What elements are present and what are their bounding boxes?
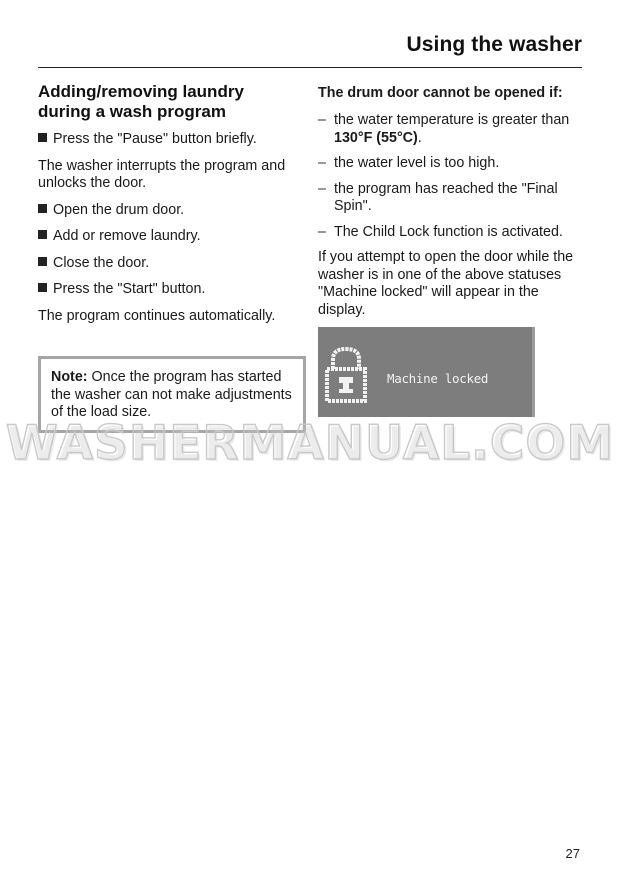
page-title: Using the washer	[406, 33, 582, 56]
condition-item	[318, 181, 582, 216]
door-heading: The drum door cannot be opened if:	[318, 85, 563, 101]
note-text: Once the program has started the washer can not make adjustments of the load size.	[51, 369, 292, 420]
step-text: Add or remove laundry.	[53, 228, 201, 244]
condition-text: the water level is too high.	[334, 155, 500, 171]
condition-text	[334, 112, 582, 147]
step-text: Press the "Start" button.	[53, 281, 206, 297]
left-column	[38, 82, 300, 334]
step-pause	[38, 131, 300, 148]
condition-text-part: the water temperature is greater than	[334, 112, 570, 128]
section-title-line-1: Adding/removing laundry	[38, 82, 244, 101]
dash-icon: –	[318, 180, 326, 197]
condition-item	[318, 112, 582, 147]
paragraph-continues: The program continues automatically.	[38, 307, 276, 324]
section-title	[38, 82, 300, 122]
bullet-square-icon	[38, 230, 47, 239]
temperature-value: 130°F (55°C)	[334, 129, 418, 146]
bullet-square-icon	[38, 257, 47, 266]
condition-text-end: .	[417, 129, 422, 146]
padlock-icon	[324, 345, 368, 405]
bullet-square-icon	[38, 133, 47, 142]
display-edge	[532, 327, 535, 417]
step-close-door	[38, 255, 300, 272]
dash-icon: –	[318, 112, 326, 128]
step-open-door	[38, 202, 300, 219]
condition-item	[318, 155, 582, 173]
step-press-start	[38, 281, 300, 298]
step-text: Close the door.	[53, 254, 150, 271]
step-text: Press the "Pause" button briefly.	[53, 131, 257, 147]
page-number: 27	[565, 846, 580, 861]
display-message: Machine locked	[387, 371, 489, 386]
display-paragraph: If you attempt to open the door while the washer is in one of the above statuses "Machine locked" will appear in the display.	[318, 249, 574, 318]
dash-icon: –	[318, 223, 326, 240]
dash-icon: –	[318, 155, 326, 171]
washer-display	[318, 327, 535, 417]
condition-item	[318, 224, 582, 242]
condition-text: the program has reached the "Final Spin".	[334, 180, 558, 214]
paragraph-interrupt: The washer interrupts the program and unlocks the door.	[38, 157, 286, 191]
step-add-remove	[38, 228, 300, 245]
step-text: Open the drum door.	[53, 201, 185, 218]
right-column	[318, 85, 582, 328]
condition-text: The Child Lock function is activated.	[334, 223, 563, 240]
bullet-square-icon	[38, 283, 47, 292]
watermark: WASHERMANUAL.COM	[5, 416, 615, 471]
section-title-line-2: during a wash program	[38, 102, 226, 121]
note-label: Note:	[51, 369, 88, 385]
header-divider	[38, 67, 582, 68]
bullet-square-icon	[38, 204, 47, 213]
